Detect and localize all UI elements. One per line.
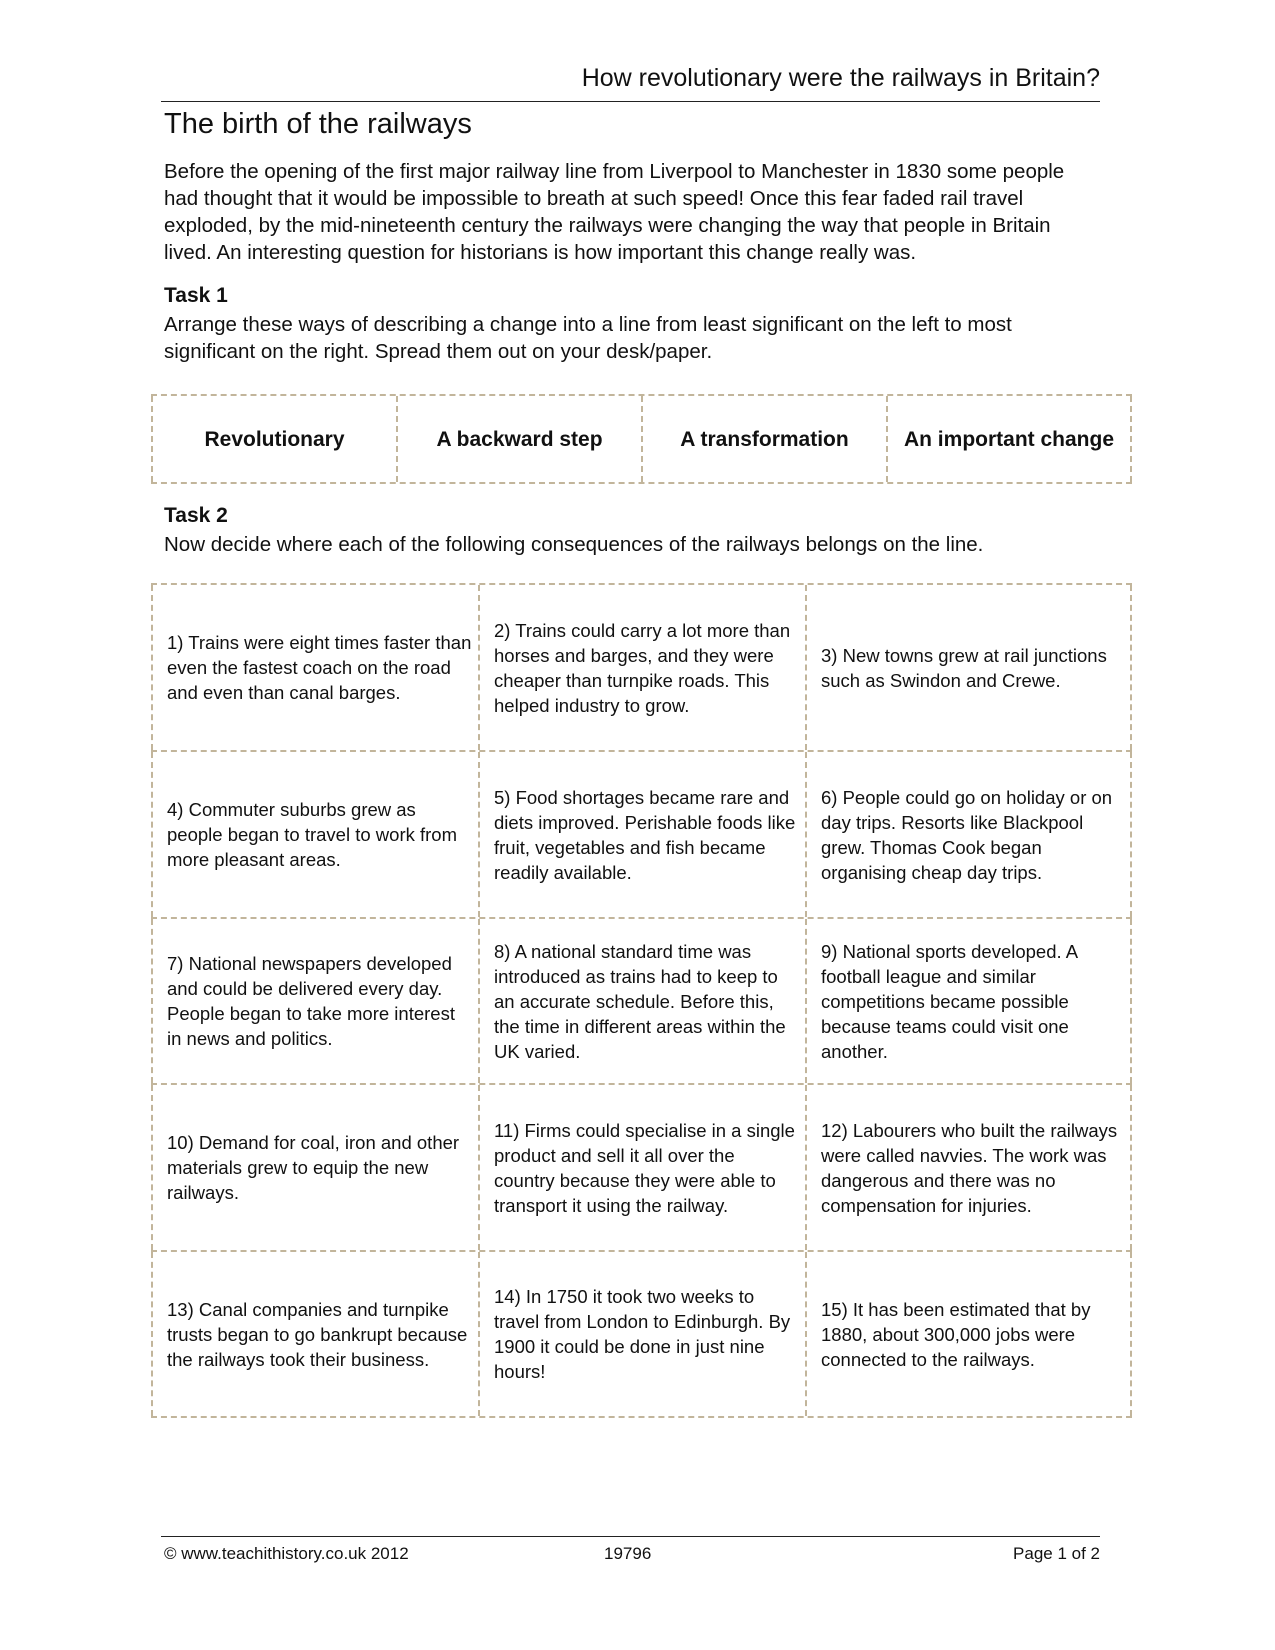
consequence-card bbox=[805, 752, 1132, 917]
consequence-text: 12) Labourers who built the railways were called navvies. The work was dangerous and there was no compensation for injuries. bbox=[821, 1119, 1118, 1216]
consequence-cards-grid bbox=[151, 583, 1132, 1418]
intro-paragraph: Before the opening of the first major railway line from Liverpool to Manchester in 1830 some people had thought that it would be impossible to breath at such speed! Once this fear faded rail travel exploded, by the mid-nineteenth century the railways were changing the way that people in Britain lived. An interesting question for historians is how important this change really was. bbox=[164, 160, 1065, 264]
term-card bbox=[151, 396, 396, 482]
consequence-text: 1) Trains were eight times faster than even the fastest coach on the road and even than canal barges. bbox=[167, 632, 472, 703]
consequence-card bbox=[478, 1252, 805, 1416]
consequence-text: 7) National newspapers developed and could be delivered every day. People began to take more interest in news and politics. bbox=[167, 953, 455, 1049]
consequence-text: 8) A national standard time was introduced as trains had to keep to an accurate schedule. Before this, the time in different areas within the UK varied. bbox=[494, 940, 786, 1062]
footer-code: 19796 bbox=[604, 1544, 652, 1563]
consequence-text: 5) Food shortages became rare and diets improved. Perishable foods like fruit, vegetables and fish became readily available. bbox=[494, 786, 796, 883]
term-card bbox=[886, 396, 1132, 482]
consequence-card bbox=[151, 752, 478, 917]
task2-text: Now decide where each of the following consequences of the railways belongs on the line. bbox=[164, 533, 984, 556]
consequence-text: 3) New towns grew at rail junctions such as Swindon and Crewe. bbox=[821, 644, 1107, 691]
footer-page-number: Page 1 of 2 bbox=[1013, 1544, 1100, 1563]
term-card bbox=[396, 396, 641, 482]
consequence-text: 10) Demand for coal, iron and other materials grew to equip the new railways. bbox=[167, 1132, 460, 1203]
page-title: The birth of the railways bbox=[164, 108, 472, 140]
consequence-card bbox=[805, 1252, 1132, 1416]
consequence-text: 11) Firms could specialise in a single product and sell it all over the country because they were able to transport it using the railway. bbox=[494, 1119, 795, 1216]
consequence-card bbox=[151, 1252, 478, 1416]
consequence-text: 9) National sports developed. A football league and similar competitions became possible because teams could visit one another. bbox=[821, 940, 1078, 1062]
consequence-text: 4) Commuter suburbs grew as people began to travel to work from more pleasant areas. bbox=[167, 799, 457, 870]
consequence-card bbox=[805, 1085, 1132, 1250]
consequence-card bbox=[805, 919, 1132, 1083]
consequence-card bbox=[478, 585, 805, 750]
task1-terms-strip bbox=[151, 394, 1132, 484]
term-card bbox=[641, 396, 886, 482]
footer-rule bbox=[161, 1536, 1100, 1537]
consequence-card bbox=[151, 1085, 478, 1250]
consequence-text: 15) It has been estimated that by 1880, about 300,000 jobs were connected to the railways. bbox=[821, 1298, 1091, 1370]
term-label: An important change bbox=[903, 427, 1114, 451]
consequence-card bbox=[805, 585, 1132, 750]
consequence-text: 6) People could go on holiday or on day trips. Resorts like Blackpool grew. Thomas Cook began organising cheap day trips. bbox=[821, 786, 1113, 883]
term-label: A transformation bbox=[680, 427, 849, 451]
header-title: How revolutionary were the railways in Britain? bbox=[581, 64, 1100, 92]
consequence-text: 2) Trains could carry a lot more than horses and barges, and they were cheaper than turnpike roads. This helped industry to grow. bbox=[494, 619, 791, 716]
consequence-text: 13) Canal companies and turnpike trusts began to go bankrupt because the railways took their business. bbox=[167, 1298, 468, 1370]
task1-heading: Task 1 bbox=[164, 284, 228, 307]
task1-text: Arrange these ways of describing a change into a line from least significant on the left to most significant on the right. Spread them out on your desk/paper. bbox=[164, 313, 1012, 363]
consequence-card bbox=[478, 919, 805, 1083]
consequence-card bbox=[478, 752, 805, 917]
task2-heading: Task 2 bbox=[164, 504, 228, 527]
consequence-card bbox=[151, 919, 478, 1083]
consequence-text: 14) In 1750 it took two weeks to travel from London to Edinburgh. By 1900 it could be done in just nine hours! bbox=[494, 1286, 791, 1382]
footer-copyright: © www.teachithistory.co.uk 2012 bbox=[164, 1544, 409, 1563]
term-label: Revolutionary bbox=[204, 427, 345, 451]
consequence-card bbox=[478, 1085, 805, 1250]
header-rule bbox=[161, 101, 1100, 102]
term-label: A backward step bbox=[436, 427, 603, 451]
consequence-card bbox=[151, 585, 478, 750]
